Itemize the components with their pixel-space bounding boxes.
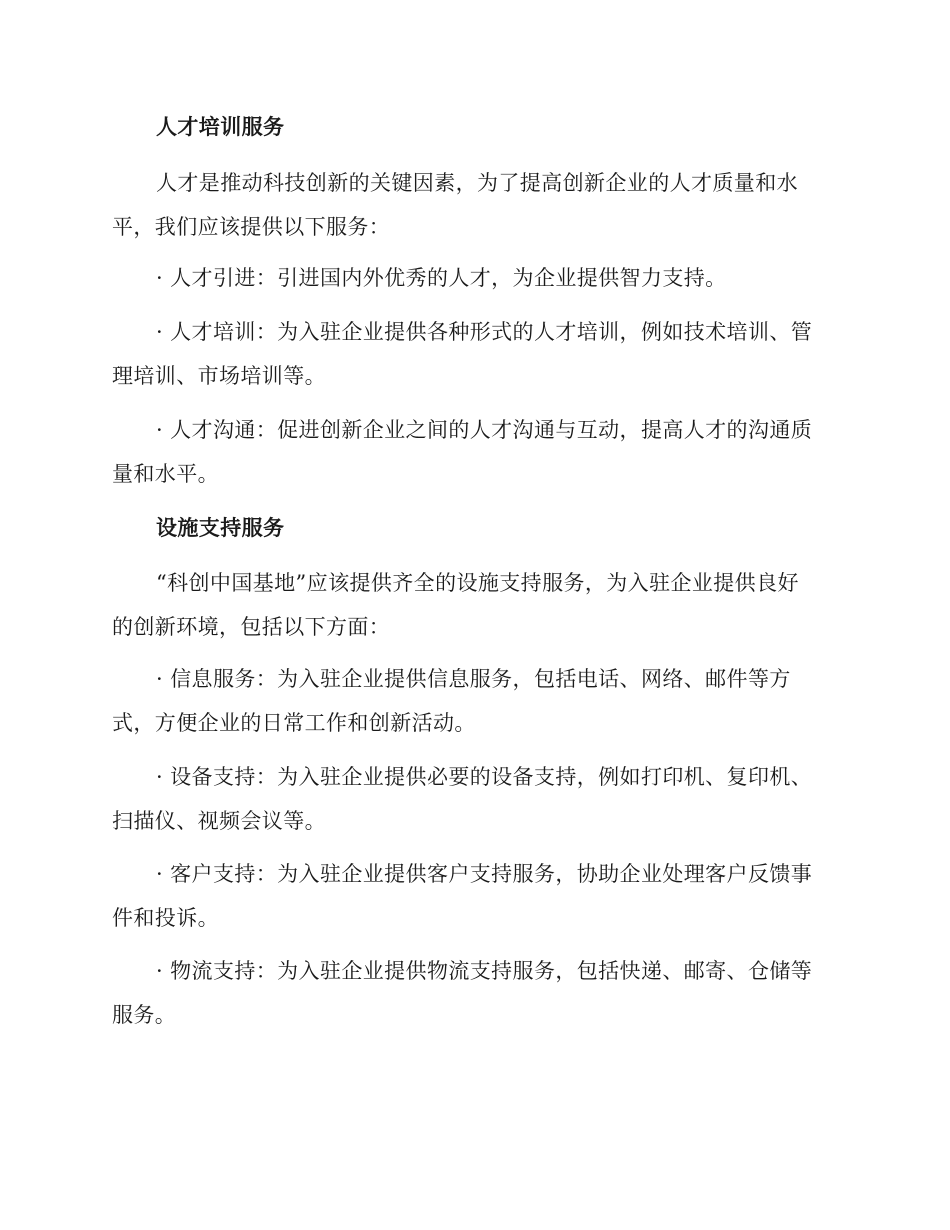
- paragraph-line: 的创新环境，包括以下方面：: [112, 615, 391, 639]
- bullet-item-talent-introduction: [112, 256, 834, 300]
- bullet-item-talent-communication: [112, 408, 834, 496]
- section-intro-paragraph: [112, 161, 834, 249]
- paragraph-line: 人才是推动科技创新的关键因素，为了提高创新企业的人才质量和水: [156, 171, 798, 195]
- section-heading-talent-training: 人才培训服务: [156, 114, 285, 139]
- paragraph-line: · 人才培训：为入驻企业提供各种形式的人才培训，例如技术培训、管: [156, 320, 813, 344]
- bullet-item-equipment-support: [112, 755, 834, 843]
- paragraph-line: · 设备支持：为入驻企业提供必要的设备支持，例如打印机、复印机、: [156, 765, 813, 789]
- paragraph-line: “科创中国基地”应该提供齐全的设施支持服务，为入驻企业提供良好: [156, 571, 799, 595]
- bullet-item-talent-training: [112, 310, 834, 398]
- paragraph-line: · 客户支持：为入驻企业提供客户支持服务，协助企业处理客户反馈事: [156, 862, 813, 886]
- paragraph-line: 平，我们应该提供以下服务：: [112, 215, 391, 239]
- paragraph-line: 理培训、市场培训等。: [112, 364, 326, 388]
- paragraph-line: · 人才沟通：促进创新企业之间的人才沟通与互动，提高人才的沟通质: [156, 418, 813, 442]
- paragraph-line: · 信息服务：为入驻企业提供信息服务，包括电话、网络、邮件等方: [156, 667, 791, 691]
- paragraph-line: 式，方便企业的日常工作和创新活动。: [112, 711, 476, 735]
- section-intro-paragraph: [112, 561, 834, 649]
- paragraph-line: 件和投诉。: [112, 906, 219, 930]
- bullet-item-information-service: [112, 657, 834, 745]
- section-heading-facility-support: 设施支持服务: [156, 515, 285, 540]
- paragraph-line: · 物流支持：为入驻企业提供物流支持服务，包括快递、邮寄、仓储等: [156, 959, 813, 983]
- paragraph-line: 扫描仪、视频会议等。: [112, 809, 326, 833]
- paragraph-line: 服务。: [112, 1003, 177, 1027]
- paragraph-line: 量和水平。: [112, 462, 219, 486]
- paragraph-line: · 人才引进：引进国内外优秀的人才，为企业提供智力支持。: [156, 266, 727, 290]
- bullet-item-logistics-support: [112, 949, 834, 1037]
- bullet-item-customer-support: [112, 852, 834, 940]
